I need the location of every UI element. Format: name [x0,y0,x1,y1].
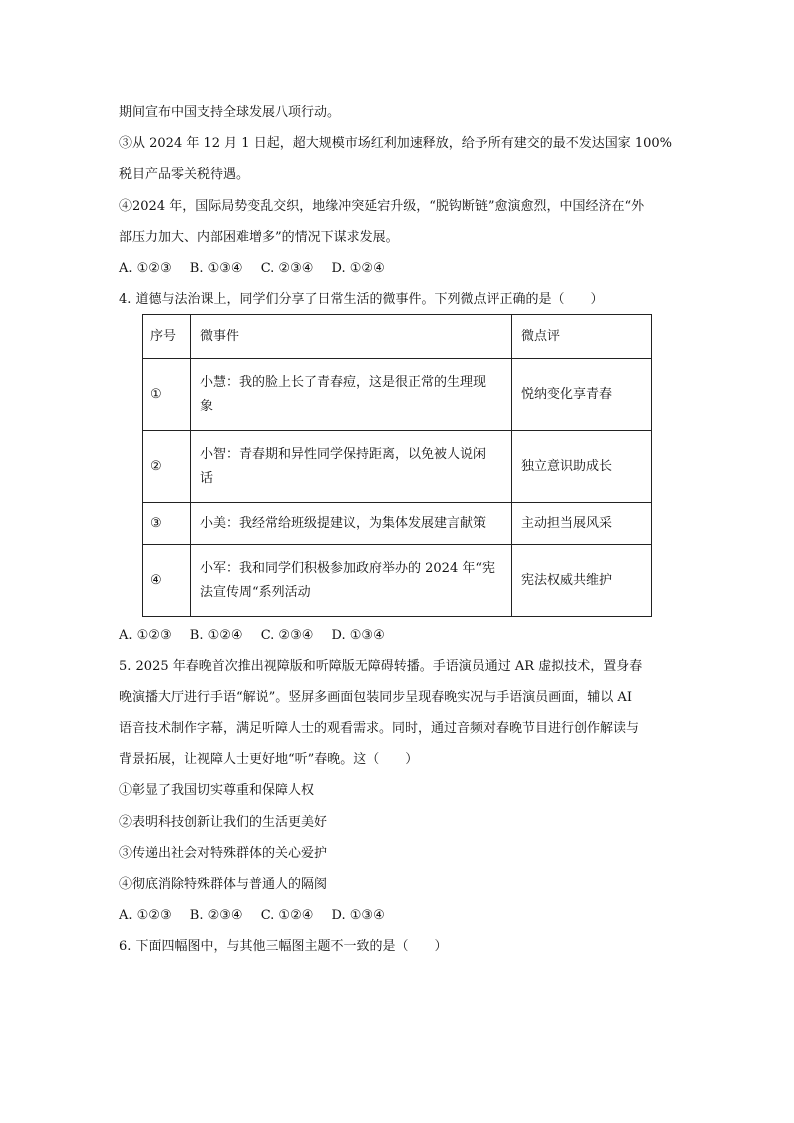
q5-stem-line1: 5. 2025 年春晚首次推出视障版和听障版无障碍转播。手语演员通过 AR 虚拟技术，置身春 [119,659,643,674]
q5-item-3: ③传递出社会对特殊群体的关心爱护 [119,846,328,861]
row-event [191,503,512,545]
row-number: ① [143,359,191,431]
q3-options [119,260,399,278]
q3-item4-line1: ④2024 年，国际局势变乱交织，地缘冲突延宕升级，“脱钩断链”愈演愈烈，中国经济在“外 [119,199,645,214]
q4-option-c: C. ②③④ [260,628,314,643]
q5-item-1: ①彰显了我国切实尊重和保障人权 [119,783,315,798]
q3-option-c: C. ②③④ [260,261,314,276]
q3-item4-line2: 部压力加大、内部困难增多”的情况下谋求发展。 [119,230,399,245]
q6-stem: 6. 下面四幅图中，与其他三幅图主题不一致的是（ ） [119,939,448,954]
q5-options [119,907,399,925]
row-event-line2: 法宣传周“系列活动 [200,584,311,600]
q4-option-b: B. ①②④ [189,628,243,643]
row-comment: 宪法权威共维护 [512,545,652,617]
q4-stem: 4. 道德与法治课上，同学们分享了日常生活的微事件。下列微点评正确的是（ ） [119,292,604,307]
q3-item3-line2: 税目产品零关税待遇。 [119,167,250,182]
q5-stem-line4: 背景拓展，让视障人士更好地“听”春晚。这（ ） [119,752,419,767]
row-comment: 悦纳变化享青春 [512,359,652,431]
header-number: 序号 [143,315,191,359]
table-header-row [143,315,652,359]
row-comment: 独立意识助成长 [512,431,652,503]
row-number: ② [143,431,191,503]
q5-item-4: ④彻底消除特殊群体与普通人的隔阂 [119,877,328,892]
q4-options [119,627,399,645]
table-row [143,359,652,431]
row-comment: 主动担当展风采 [512,503,652,545]
q3-option-a: A. ①②③ [119,261,172,276]
q5-option-b: B. ②③④ [189,908,243,923]
table-row [143,503,652,545]
table-row [143,431,652,503]
header-event: 微事件 [191,315,512,359]
q4-option-d: D. ①③④ [331,628,385,643]
q5-stem-line3: 语音技术制作字幕，满足听障人士的观看需求。同时，通过音频对春晚节目进行创作解读与 [119,721,640,736]
row-event-line2: 话 [200,470,214,486]
q3-option-d: D. ①②④ [331,261,385,276]
row-number: ④ [143,545,191,617]
micro-events-table [142,314,652,617]
q3-item3-line1: ③从 2024 年 12 月 1 日起，超大规模市场红利加速释放，给予所有建交的最不发达国家 100% [119,136,672,151]
row-event [191,359,512,431]
q5-option-a: A. ①②③ [119,908,172,923]
row-event-line2: 象 [200,398,214,414]
row-event-line1: 小智：青春期和异性同学保持距离，以免被人说闲 [200,446,487,462]
q5-option-c: C. ①②④ [260,908,314,923]
row-number: ③ [143,503,191,545]
row-event-line1: 小美：我经常给班级提建议，为集体发展建言献策 [200,515,487,531]
q4-option-a: A. ①②③ [119,628,172,643]
table-row [143,545,652,617]
row-event-line1: 小慧：我的脸上长了青春痘，这是很正常的生理现 [200,374,487,390]
row-event-line1: 小军：我和同学们积极参加政府举办的 2024 年“宪 [200,560,495,576]
q5-item-2: ②表明科技创新让我们的生活更美好 [119,815,328,830]
row-event [191,545,512,617]
header-comment: 微点评 [512,315,652,359]
row-event [191,431,512,503]
q3-tail: 期间宣布中国支持全球发展八项行动。 [119,105,341,120]
q3-option-b: B. ①③④ [189,261,243,276]
q5-option-d: D. ①③④ [331,908,385,923]
q5-stem-line2: 晚演播大厅进行手语“解说”。竖屏多画面包装同步呈现春晚实况与手语演员画面，辅以 AI [119,690,632,705]
